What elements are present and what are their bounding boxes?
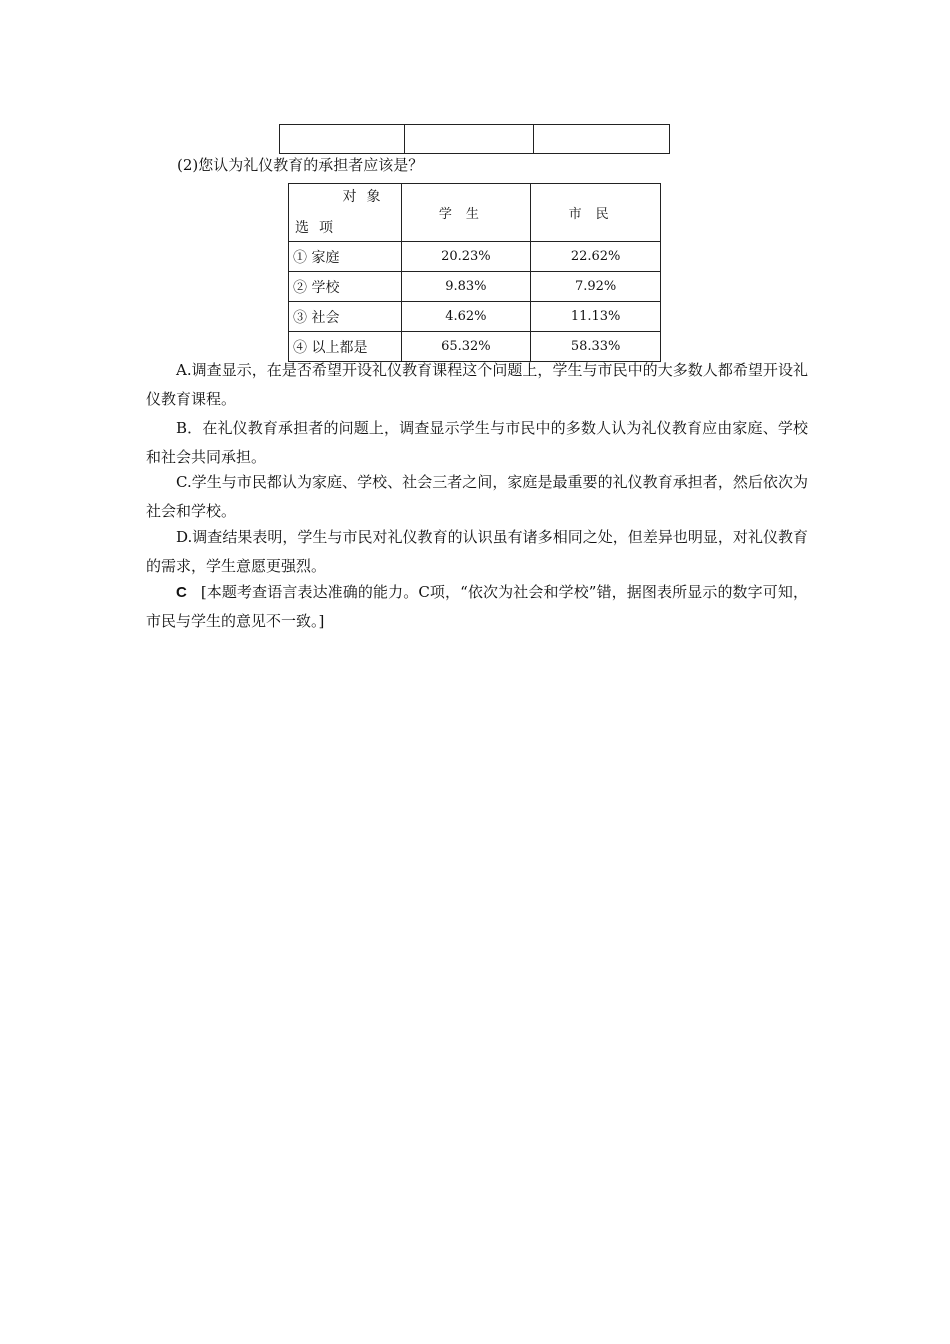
answer-explanation-block [146, 578, 808, 636]
table-cell [534, 125, 670, 154]
option-d: D.调查结果表明，学生与市民对礼仪教育的认识虽有诸多相同之处，但差异也明显，对礼仪教育的需求，学生意愿更强烈。 [146, 528, 808, 575]
citizen-value: 58.33% [531, 332, 661, 362]
survey-table [288, 183, 661, 362]
question-2: (2)您认为礼仪教育的承担者应该是？ [177, 156, 424, 174]
option-cell: ④ 以上都是 [289, 332, 402, 362]
student-value: 65.32% [401, 332, 531, 362]
student-value: 9.83% [401, 272, 531, 302]
header-option-label: 选项 [295, 220, 343, 236]
citizen-value: 22.62% [531, 242, 661, 272]
column-header-student: 学生 [401, 184, 531, 242]
table-row [289, 302, 661, 332]
table-cell [405, 125, 534, 154]
table-cell [280, 125, 405, 154]
header-object-label: 对象 [342, 189, 391, 205]
option-c: C.学生与市民都认为家庭、学校、社会三者之间，家庭是最重要的礼仪教育承担者，然后依次为社会和学校。 [146, 473, 808, 520]
option-cell: ③ 社会 [289, 302, 402, 332]
option-cell: ① 家庭 [289, 242, 402, 272]
citizen-value: 7.92% [531, 272, 661, 302]
table-header-row [289, 184, 661, 242]
student-value: 20.23% [401, 242, 531, 272]
column-header-citizen: 市民 [531, 184, 661, 242]
option-a: A.调查显示，在是否希望开设礼仪教育课程这个问题上，学生与市民中的大多数人都希望开设礼仪教育课程。 [146, 361, 808, 408]
previous-table-fragment [279, 124, 670, 154]
diagonal-header-cell [289, 184, 402, 242]
student-value: 4.62% [401, 302, 531, 332]
option-b: B．在礼仪教育承担者的问题上，调查显示学生与市民中的多数人认为礼仪教育应由家庭、学校和社会共同承担。 [146, 419, 808, 466]
table-row [289, 272, 661, 302]
answer-explanation: [本题考查语言表达准确的能力。C项，“依次为社会和学校”错，据图表所显示的数字可知，市民与学生的意见不一致。] [146, 583, 808, 630]
table-row [289, 242, 661, 272]
answer-letter: C [176, 584, 187, 601]
citizen-value: 11.13% [531, 302, 661, 332]
option-cell: ② 学校 [289, 272, 402, 302]
